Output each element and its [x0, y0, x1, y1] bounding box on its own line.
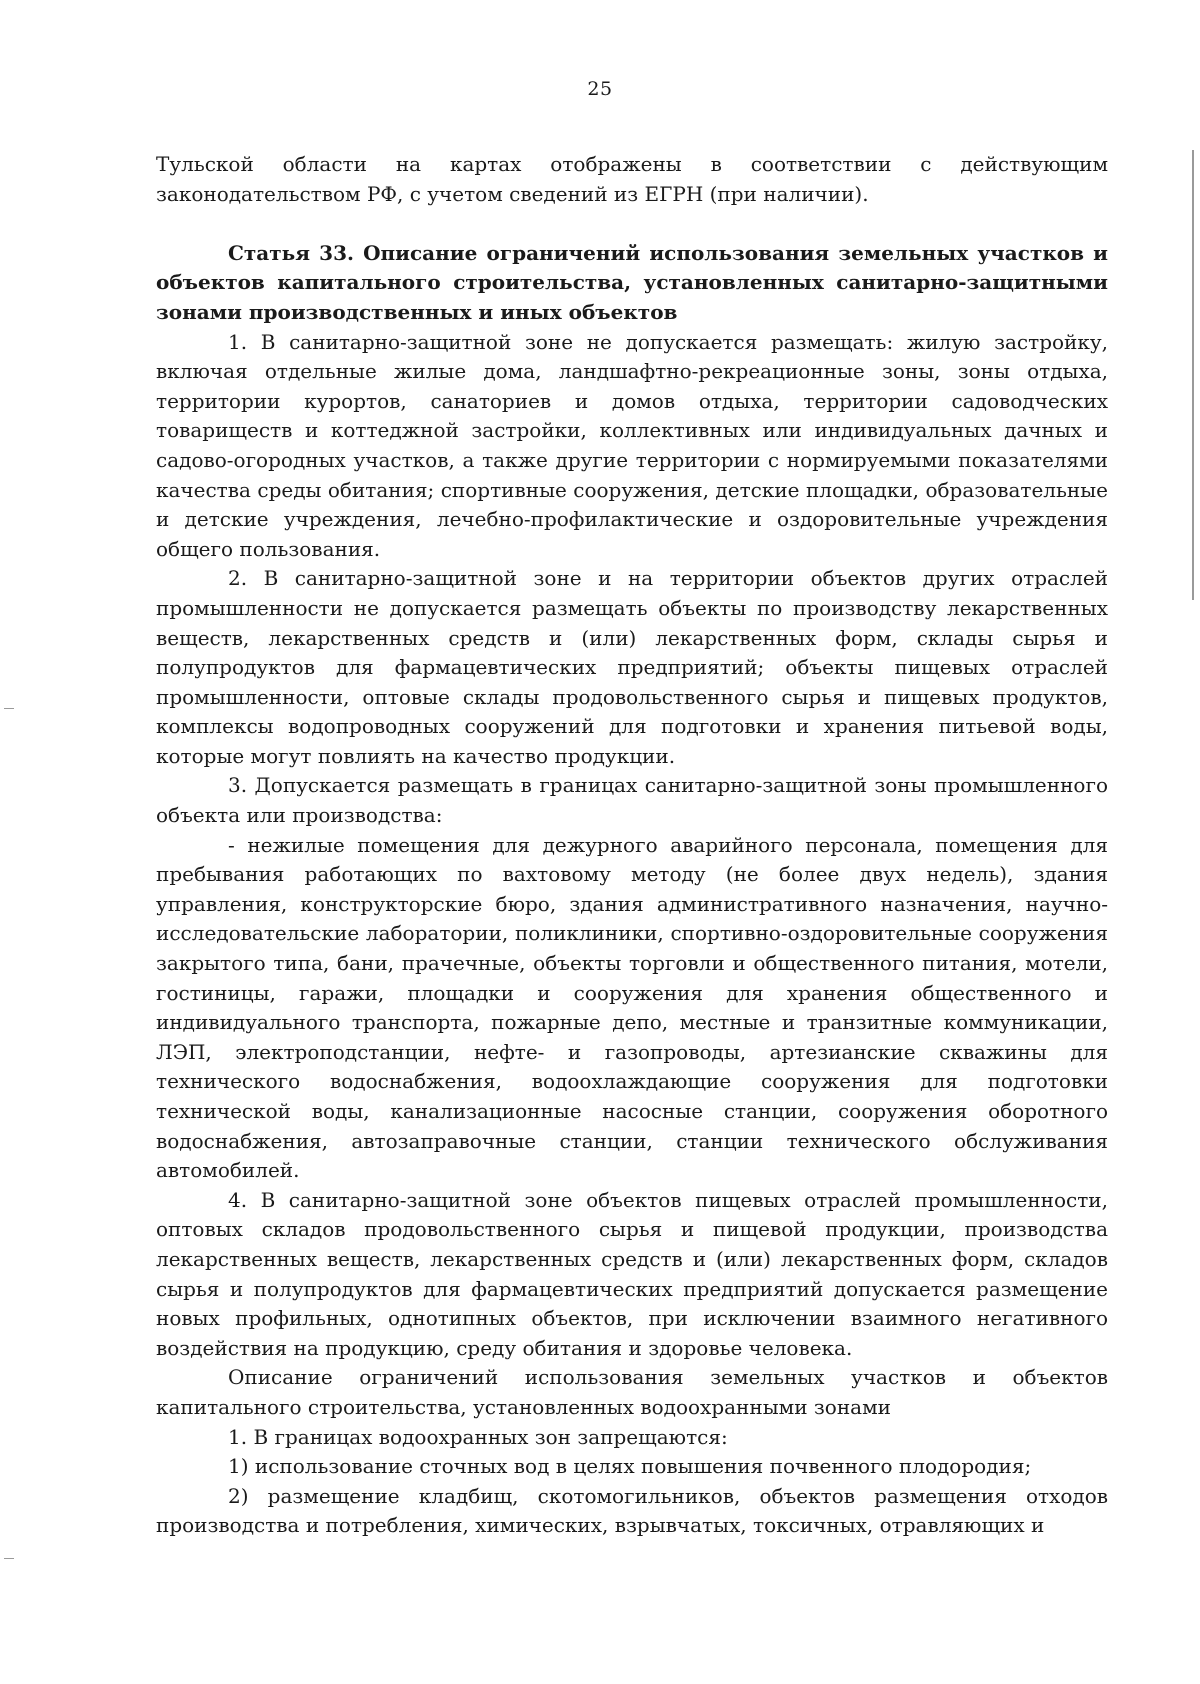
paragraph-dash-list: - нежилые помещения для дежурного аварийного персонала, помещения для пребывания работающих по вахтовому методу (не более двух недель), здания управления, конструкторские бюро, здания административного назначения, научно-исследовательские лаборатории, поликлиники, спортивно-оздоровительные сооружения закрытого типа, бани, прачечные, объекты торговли и общественного питания, мотели, гостиницы, гаражи, площадки и сооружения для хранения общественного и индивидуального транспорта, пожарные депо, местные и транзитные коммуникации, ЛЭП, электроподстанции, нефте- и газопроводы, артезианские скважины для технического водоснабжения, водоохлаждающие сооружения для подготовки технической воды, канализационные насосные станции, сооружения оборотного водоснабжения, автозаправочные станции, станции технического обслуживания автомобилей.	[156, 832, 1108, 1183]
article-heading: Статья 33. Описание ограничений использования земельных участков и объектов капитального строительства, установленных санитарно-защитными зонами производственных и иных объектов	[156, 240, 1108, 324]
page-number: 25	[587, 78, 613, 100]
scan-edge-mark	[1192, 150, 1194, 600]
paragraph-prohibitions-intro: 1. В границах водоохранных зон запрещаются:	[228, 1424, 728, 1449]
paragraph-item-3: 3. Допускается размещать в границах санитарно-защитной зоны промышленного объекта или производства:	[156, 773, 1108, 828]
paragraph-item-2: 2. В санитарно-защитной зоне и на территории объектов других отраслей промышленности не допускается размещать объекты по производству лекарственных веществ, лекарственных средств и (или) лекарственных форм, склады сырья и полупродуктов для фармацевтических предприятий; объекты пищевых отраслей промышленности, оптовые склады продовольственного сырья и пищевых продуктов, комплексы водопроводных сооружений для подготовки и хранения питьевой воды, которые могут повлиять на качество продукции.	[156, 566, 1108, 768]
section-subheading: Описание ограничений использования земельных участков и объектов капитального строительства, установленных водоохранными зонами	[156, 1365, 1108, 1419]
scan-edge-mark	[4, 708, 14, 709]
scan-edge-mark	[4, 1558, 14, 1559]
paragraph-item-4: 4. В санитарно-защитной зоне объектов пищевых отраслей промышленности, оптовых складов продовольственного сырья и пищевой продукции, производства лекарственных веществ, лекарственных средств и (или) лекарственных форм, складов сырья и полупродуктов для фармацевтических предприятий допускается размещение новых профильных, однотипных объектов, при исключении взаимного негативного воздействия на продукцию, среду обитания и здоровье человека.	[156, 1187, 1108, 1360]
paragraph-item-1: 1. В санитарно-защитной зоне не допускается размещать: жилую застройку, включая отдельные жилые дома, ландшафтно-рекреационные зоны, зоны отдыха, территории курортов, санаториев и домов отдыха, территории садоводческих товариществ и коттеджной застройки, коллективных или индивидуальных дачных и садово-огородных участков, а также другие территории с нормируемыми показателями качества среды обитания; спортивные сооружения, детские площадки, образовательные и детские учреждения, лечебно-профилактические и оздоровительные учреждения общего пользования.	[156, 329, 1108, 561]
document-body	[156, 150, 1108, 1541]
paragraph-prohibition-1: 1) использование сточных вод в целях повышения почвенного плодородия;	[228, 1454, 1032, 1479]
paragraph-continuation: Тульской области на картах отображены в соответствии с действующим законодательством РФ, с учетом сведений из ЕГРН (при наличии).	[156, 152, 1108, 206]
paragraph-prohibition-2: 2) размещение кладбищ, скотомогильников, объектов размещения отходов производства и потребления, химических, взрывчатых, токсичных, отравляющих и	[156, 1483, 1108, 1538]
